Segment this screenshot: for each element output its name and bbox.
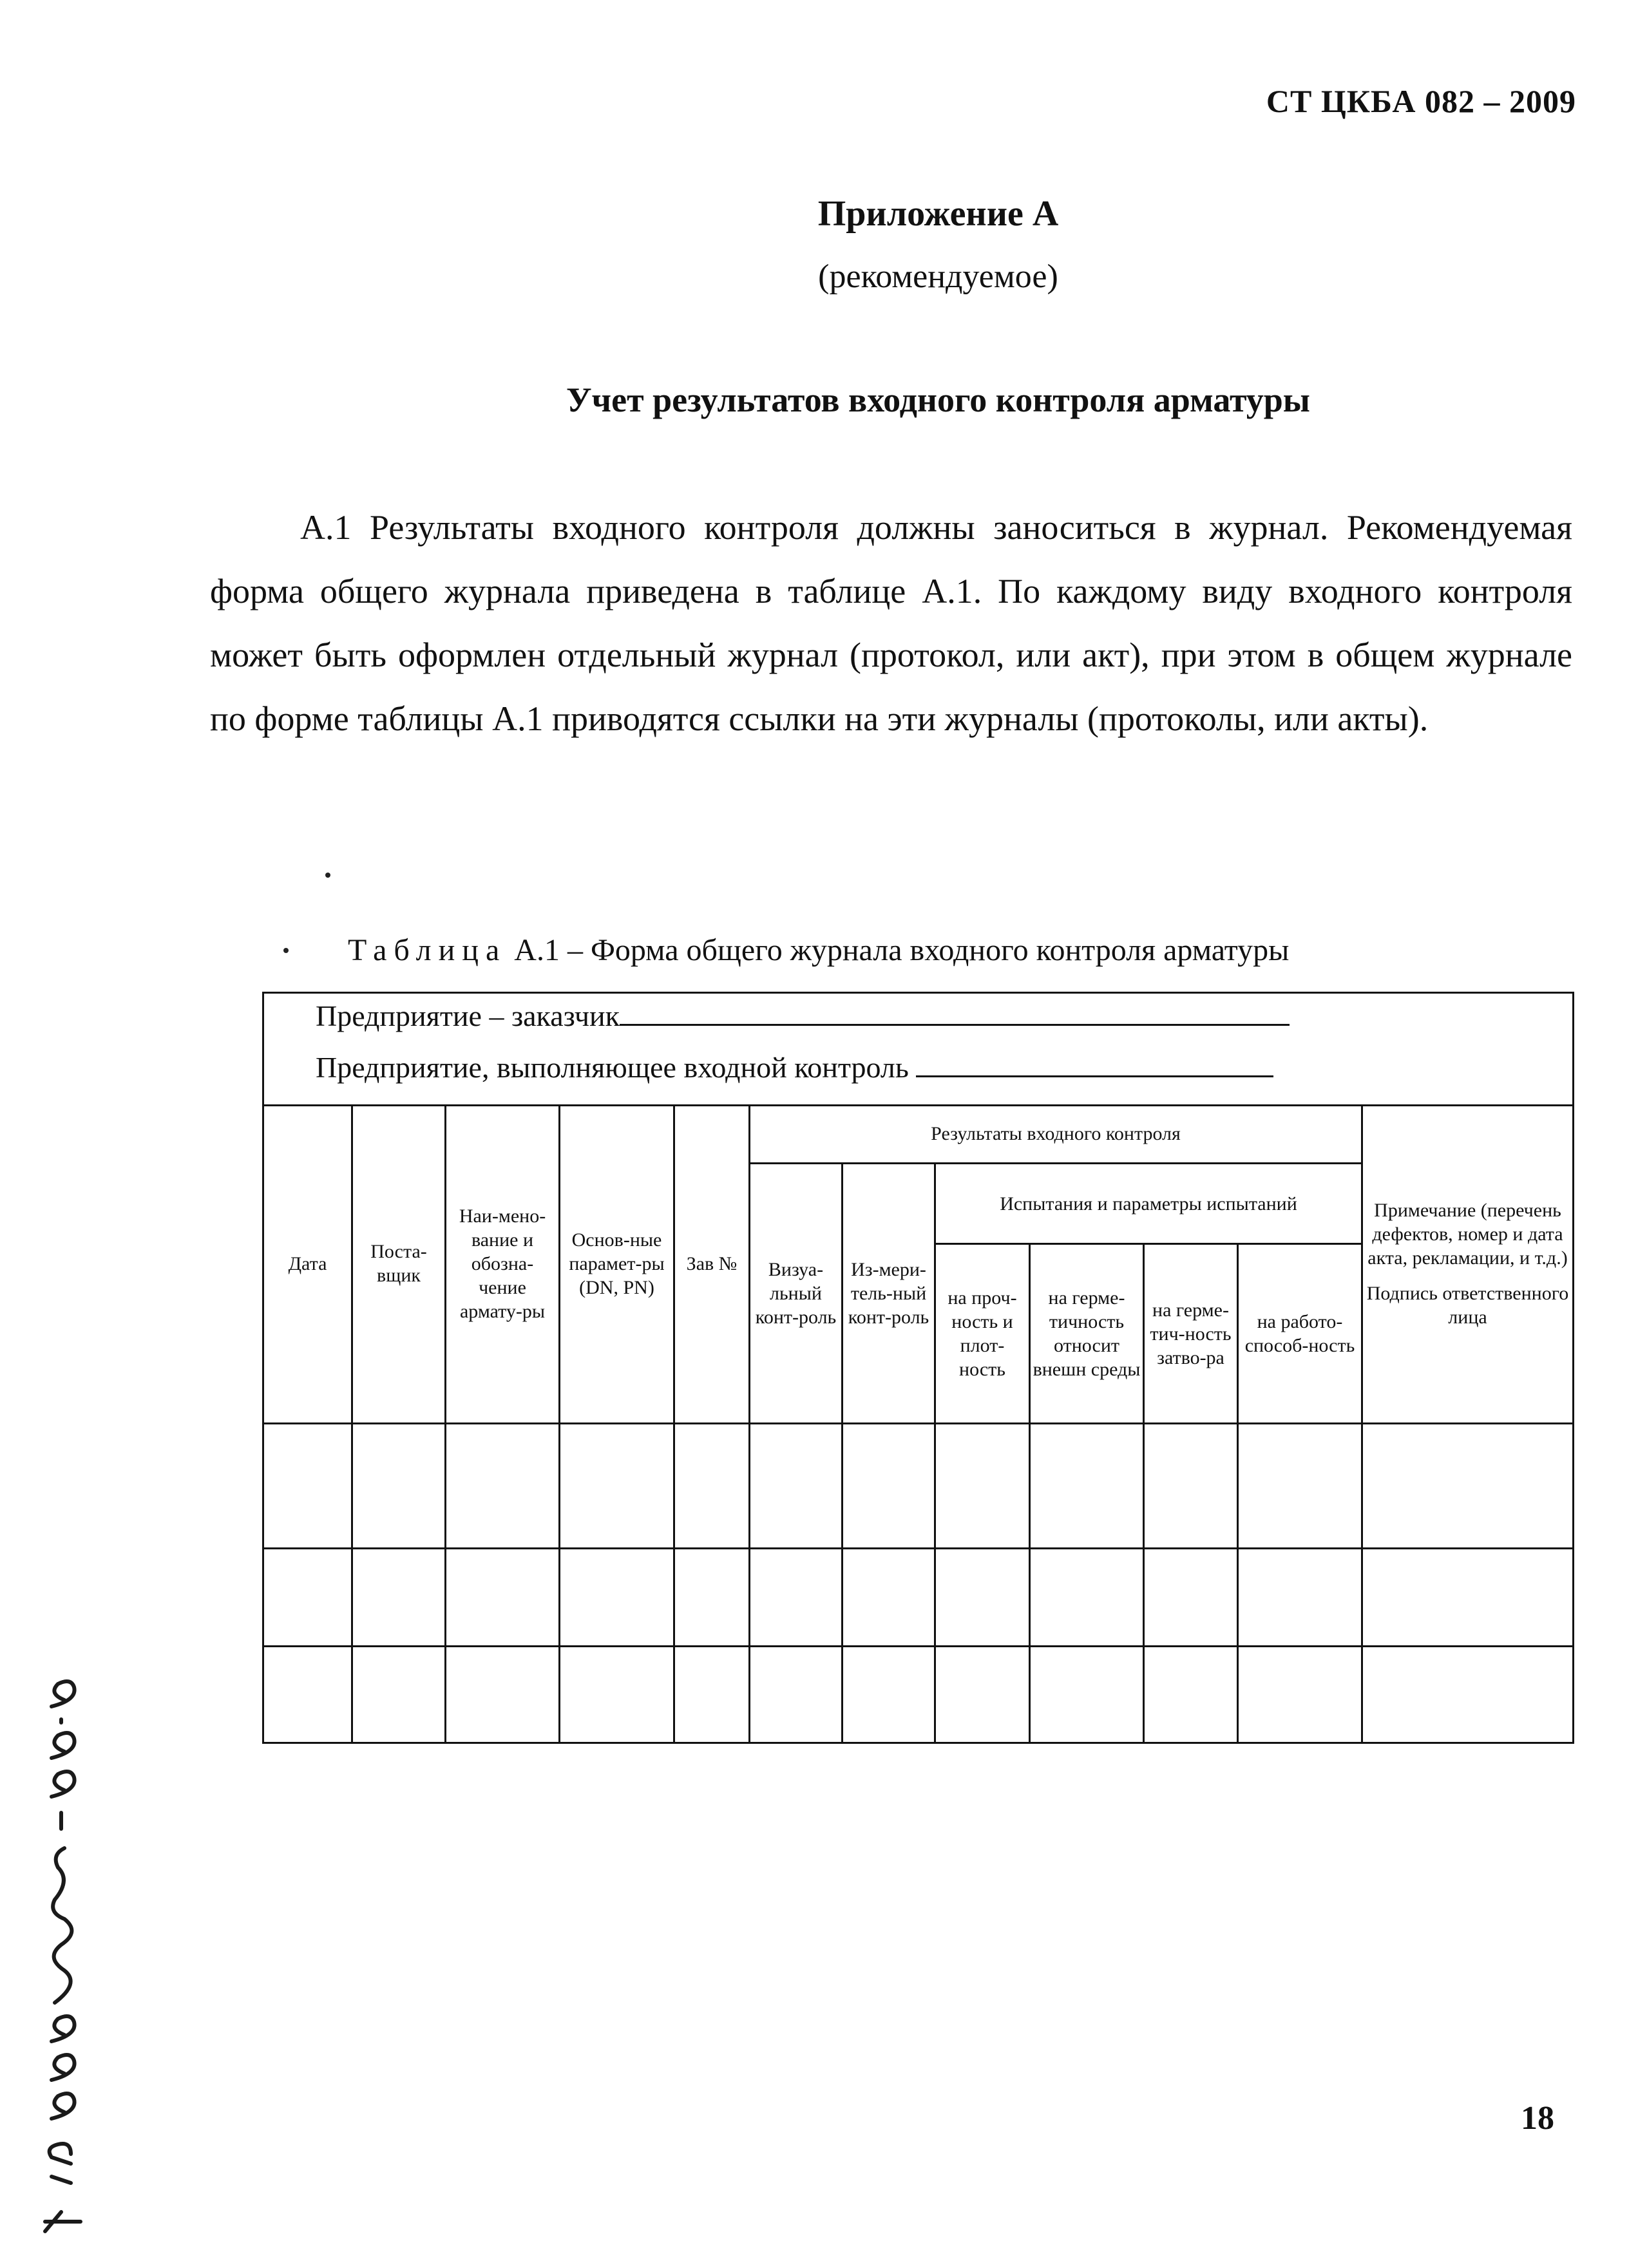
grid-line xyxy=(264,1645,1572,1647)
header-tightness-gate: на герме-тич-ность затво-ра xyxy=(1150,1299,1232,1368)
header-note-title: Примечание (перечень дефектов, номер и дата акта, рекламации, и т.д.) xyxy=(1367,1199,1568,1269)
header-operability: на работо-способ-ность xyxy=(1244,1311,1355,1356)
table-caption xyxy=(348,932,1289,968)
grid-line xyxy=(264,1547,1572,1549)
grid-line xyxy=(264,1422,1572,1424)
header-serial: Зав № xyxy=(686,1252,738,1274)
inspector-label: Предприятие, выполняющее входной контроль xyxy=(316,1051,909,1084)
dot-mark xyxy=(325,873,330,878)
page-number: 18 xyxy=(1521,2100,1554,2137)
organization-block xyxy=(264,994,1572,1106)
header-tightness-env: на герме-тичность относит внешн среды xyxy=(1033,1287,1141,1380)
table-caption-rest: А.1 – Форма общего журнала входного контроля арматуры xyxy=(506,933,1290,967)
header-measuring: Из-мери-тель-ный конт-роль xyxy=(848,1259,929,1328)
customer-label: Предприятие – заказчик xyxy=(316,999,620,1032)
paragraph-text: А.1 Результаты входного контроля должны заноситься в журнал. Рекомендуемая форма общего журнала приведена в таблице А.1. По каждому виду входного контроля может быть оформлен отдельный журнал (протокол, или акт), при этом в общем журнале по форме таблицы А.1 приводятся ссылки на эти журналы (протоколы, или акты). xyxy=(210,508,1572,738)
header-tests-group: Испытания и параметры испытаний xyxy=(1000,1193,1297,1214)
appendix-title: Приложение А xyxy=(817,194,1059,234)
table-caption-word: Таблица xyxy=(348,933,507,967)
table-grid xyxy=(264,1104,1572,1742)
document-code: СТ ЦКБА 082 – 2009 xyxy=(1266,83,1576,119)
inspector-line xyxy=(316,1050,1273,1084)
header-date: Дата xyxy=(288,1252,327,1274)
header-results-group: Результаты входного контроля xyxy=(931,1122,1181,1144)
inspector-blank xyxy=(916,1052,1273,1077)
header-name: Наи-мено-вание и обозна-чение армату-ры xyxy=(459,1205,546,1322)
section-title: Учет результатов входного контроля арматуры xyxy=(566,381,1310,419)
appendix-subtitle: (рекомендуемое) xyxy=(818,258,1058,295)
handwritten-signature xyxy=(26,1668,103,2235)
header-supplier: Поста-вщик xyxy=(370,1241,427,1286)
header-strength: на проч-ность и плот-ность xyxy=(948,1287,1017,1380)
customer-line xyxy=(316,999,1290,1033)
header-note xyxy=(1363,1104,1572,1422)
journal-table xyxy=(262,992,1574,1744)
dot-mark xyxy=(283,948,289,953)
header-visual: Визуа-льный конт-роль xyxy=(755,1259,837,1328)
body-paragraph xyxy=(210,496,1572,751)
header-params: Основ-ные парамет-ры (DN, PN) xyxy=(569,1229,665,1298)
header-note-sign: Подпись ответственного лица xyxy=(1366,1282,1569,1328)
customer-blank xyxy=(620,1001,1290,1026)
